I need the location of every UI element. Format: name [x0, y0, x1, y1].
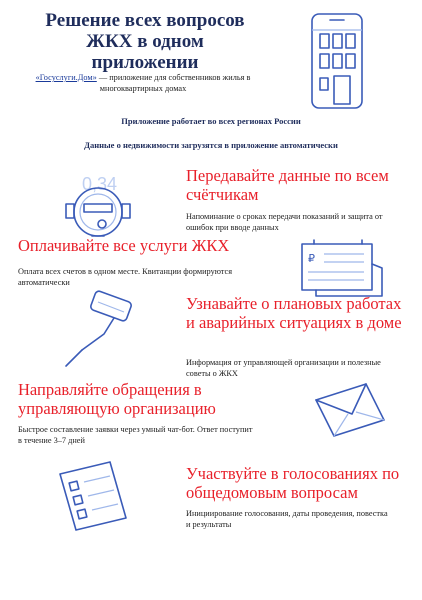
feature-text-meters: Напоминание о сроках передачи показаний и защита от ошибок при вводе данных	[186, 212, 383, 232]
envelope-icon	[312, 380, 392, 440]
intro-text	[18, 72, 268, 94]
meter-digits: 0,34	[82, 174, 118, 194]
feature-heading-voting: Участвуйте в голосованиях по общедомовым вопросам	[186, 464, 400, 502]
svg-text:₽: ₽	[308, 253, 315, 265]
feature-text-works: Информация от управляющей организации и полезные советы о ЖКХ	[186, 358, 381, 378]
intro-description: — приложение для собственников жилья в многоквартирных домах	[96, 73, 251, 93]
receipt-icon	[296, 240, 386, 300]
water-meter-icon	[62, 170, 152, 245]
ballot-checklist-icon	[52, 458, 142, 538]
note-regions: Приложение работает во всех регионах России	[121, 116, 301, 126]
feature-text-requests: Быстрое составление заявки через умный чат-бот. Ответ поступит в течение 3–7 дней	[18, 425, 253, 445]
feature-text-payment: Оплата всех счетов в одном месте. Квитанции формируются автоматически	[18, 267, 233, 287]
note-auto-load: Данные о недвижимости загрузятся в приложение автоматически	[84, 140, 338, 150]
feature-heading-meters: Передавайте данные по всем счётчикам	[186, 166, 389, 204]
app-name-link[interactable]: «Госуслуги.Дом»	[35, 73, 97, 82]
feature-text-voting: Инициирование голосования, даты проведения, повестка и результаты	[186, 509, 388, 529]
feature-heading-works: Узнавайте о плановых работах и аварийных ситуациях в доме	[186, 294, 402, 332]
page-title: Решение всех вопросов ЖКХ в одном приложении	[45, 10, 245, 73]
paint-roller-icon	[52, 292, 142, 372]
phone-building-icon	[310, 12, 370, 112]
feature-heading-payment: Оплачивайте все услуги ЖКХ	[18, 236, 230, 255]
feature-heading-requests: Направляйте обращения в управляющую организацию	[18, 380, 216, 418]
